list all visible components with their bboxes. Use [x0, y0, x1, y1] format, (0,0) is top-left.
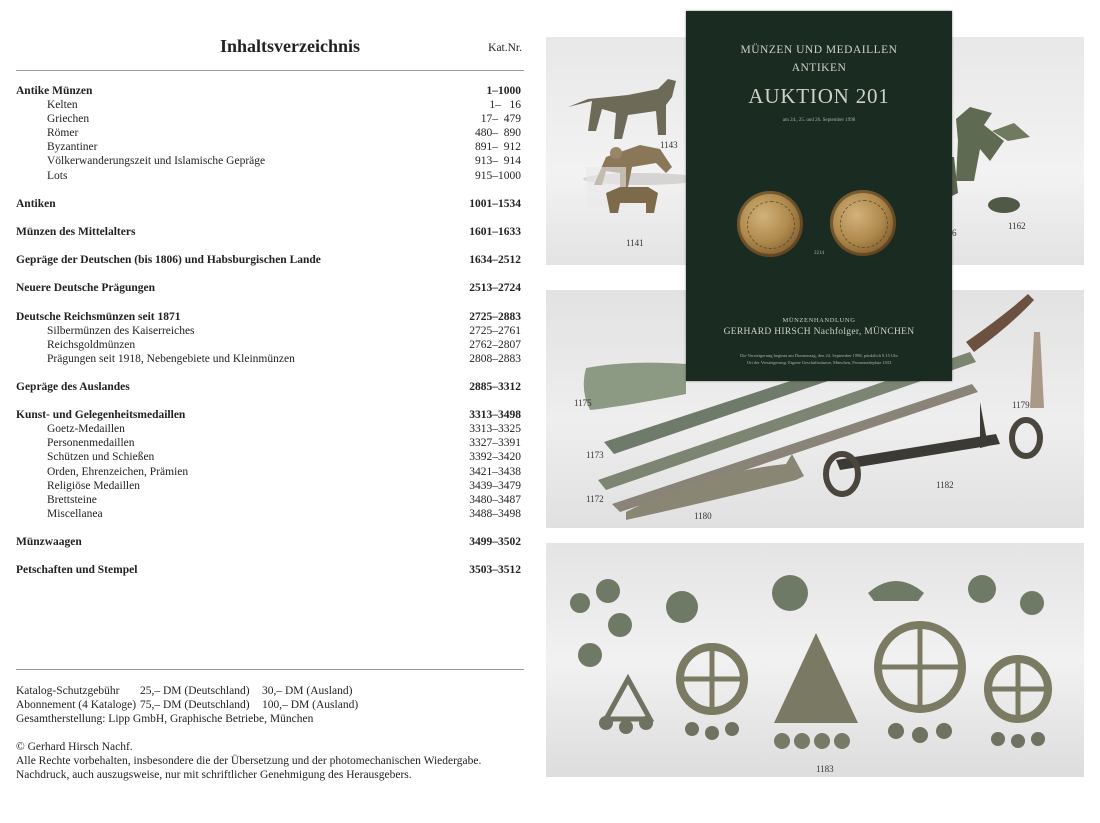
toc-page [0, 0, 540, 823]
toc-subsection [16, 126, 521, 140]
toc-section [16, 253, 521, 267]
lot-number: 1175 [574, 398, 592, 408]
toc-subsection-range: 3392–3420 [469, 451, 521, 464]
photo-pendants [546, 543, 1084, 777]
toc-section [16, 225, 521, 239]
price-block [16, 684, 359, 726]
toc-subsection-range: 891– 912 [475, 141, 521, 154]
lot-number: 1172 [586, 494, 604, 504]
toc-subsection-label: Kelten [47, 99, 78, 112]
toc-subsection-range: 913– 914 [475, 155, 521, 168]
lot-number: 1143 [660, 140, 678, 150]
toc-subsection-label: Religiöse Medaillen [47, 479, 140, 492]
toc-subsection [16, 450, 521, 464]
toc-subsection [16, 507, 521, 521]
toc-subsection-range: 2725–2761 [469, 324, 521, 337]
toc-subsection-range: 480– 890 [475, 127, 521, 140]
toc-section-range: 1001–1534 [469, 197, 521, 210]
toc-section-label: Gepräge der Deutschen (bis 1806) und Habsburgischen Lande [16, 254, 321, 267]
copyright-line: Alle Rechte vorbehalten, insbesondere die der Übersetzung und der photomechanischen Wiedergabe. [16, 755, 482, 768]
toc-section-label: Neuere Deutsche Prägungen [16, 282, 156, 295]
toc-section-range: 3499–3502 [469, 536, 521, 548]
toc-section-range: 3503–3512 [469, 564, 521, 577]
toc-subsection-label: Völkerwanderungszeit und Islamische Gepräge [47, 155, 266, 168]
cover-heading: MÜNZEN UND MEDAILLEN [740, 44, 898, 56]
toc-section-range: 2513–2724 [469, 282, 521, 295]
price-germany: 25,– DM (Deutschland) [140, 685, 250, 697]
toc-subsection-range: 3480–3487 [469, 493, 521, 506]
toc-subsection [16, 338, 521, 352]
toc-subsection-range: 3327–3391 [469, 437, 521, 450]
lot-number: 6 [952, 228, 957, 238]
toc-section [16, 535, 521, 549]
cover-firm-name: GERHARD HIRSCH Nachfolger, MÜNCHEN [723, 327, 915, 337]
toc-subsection [16, 98, 521, 112]
coin-reverse-image [830, 190, 896, 256]
toc-subsection [16, 465, 521, 479]
cover-dates: am 24., 25. und 26. September 1998 [782, 118, 856, 123]
toc-section-range: 2885–3312 [469, 380, 521, 393]
toc-section-label: Antike Münzen [16, 85, 93, 97]
footer-divider [16, 669, 524, 670]
toc-section [16, 310, 521, 324]
toc-section-label: Kunst- und Gelegenheitsmedaillen [16, 409, 186, 422]
toc-subsection-range: 1– 16 [489, 99, 521, 112]
catalog-number-header: Kat.Nr. [488, 42, 522, 54]
price-label: Abonnement (4 Kataloge) [16, 699, 137, 711]
toc-section [16, 408, 521, 422]
toc-section-label: Münzwaagen [16, 536, 82, 548]
toc-subsection-range: 915–1000 [475, 169, 521, 182]
copyright-block [16, 740, 481, 783]
cover-coin-lot: 2214 [814, 251, 824, 256]
toc-subsection [16, 352, 521, 366]
toc-subsection-label: Römer [47, 127, 79, 140]
coin-obverse-image [737, 191, 803, 257]
toc-subsection-label: Miscellanea [47, 507, 103, 520]
lot-number: 1173 [586, 450, 604, 460]
lot-number: 1179 [1012, 400, 1030, 410]
toc-subsection-label: Goetz-Medaillen [47, 423, 125, 436]
toc-subsection-range: 2762–2807 [469, 338, 521, 351]
toc-subsection [16, 422, 521, 436]
toc-subsection [16, 140, 521, 154]
toc-list [16, 84, 521, 577]
pendants-image [546, 543, 1084, 777]
cover-note: Ort der Versteigerung: Eigene Geschäftsräume, München, Promenadeplatz 10/II [746, 360, 892, 365]
printer-credit: Gesamtherstellung: Lipp GmbH, Graphische Betriebe, München [16, 713, 314, 725]
toc-subsection-label: Lots [47, 169, 68, 182]
toc-subsection-range: 3488–3498 [469, 507, 521, 520]
toc-section-range: 1634–2512 [469, 254, 521, 267]
toc-subsection-label: Reichsgoldmünzen [47, 338, 136, 351]
toc-section-label: Münzen des Mittelalters [16, 225, 136, 238]
cover-subheading: ANTIKEN [791, 62, 847, 74]
toc-subsection [16, 324, 521, 338]
price-row [16, 698, 359, 712]
copyright-line: Nachdruck, auch auszugsweise, nur mit schriftlicher Genehmigung des Herausgebers. [16, 769, 412, 782]
cover-auction-title: AUKTION 201 [748, 84, 890, 108]
toc-section-label: Gepräge des Auslandes [16, 380, 130, 393]
toc-subsection-label: Byzantiner [47, 141, 98, 154]
toc-subsection-label: Griechen [47, 113, 90, 126]
toc-header [16, 36, 524, 71]
toc-section-label: Antiken [16, 197, 56, 210]
toc-subsection [16, 493, 521, 507]
price-germany: 75,– DM (Deutschland) [140, 699, 250, 711]
toc-section [16, 197, 521, 211]
toc-subsection-label: Prägungen seit 1918, Nebengebiete und Kleinmünzen [47, 352, 295, 365]
toc-subsection-range: 3439–3479 [469, 479, 521, 492]
price-row [16, 684, 353, 698]
toc-subsection-label: Brettsteine [47, 493, 97, 506]
toc-subsection-label: Schützen und Schießen [47, 451, 155, 464]
toc-subsection [16, 154, 521, 168]
toc-subsection-label: Orden, Ehrenzeichen, Prämien [47, 465, 189, 478]
toc-subsection-label: Silbermünzen des Kaiserreiches [47, 324, 195, 337]
toc-subsection [16, 436, 521, 450]
toc-section-range: 1–1000 [486, 85, 521, 97]
lot-number: 1183 [816, 764, 834, 774]
lot-number: 1162 [1008, 221, 1026, 231]
copyright-line: © Gerhard Hirsch Nachf. [16, 741, 133, 753]
toc-section [16, 281, 521, 295]
toc-section-range: 3313–3498 [469, 409, 521, 422]
toc-subsection-range: 2808–2883 [469, 352, 521, 365]
toc-subsection-label: Personenmedaillen [47, 437, 135, 450]
cover-firm-type: MÜNZENHANDLUNG [782, 317, 856, 324]
lot-number: 1182 [936, 480, 954, 490]
toc-subsection-range: 3421–3438 [469, 465, 521, 478]
toc-section [16, 84, 521, 98]
toc-section-label: Petschaften und Stempel [16, 564, 138, 577]
lot-number: 1141 [626, 238, 644, 248]
toc-section [16, 380, 521, 394]
toc-section-label: Deutsche Reichsmünzen seit 1871 [16, 310, 181, 323]
toc-subsection [16, 169, 521, 183]
toc-subsection-range: 17– 479 [480, 113, 521, 126]
price-abroad: 30,– DM (Ausland) [262, 685, 353, 697]
catalog-cover [686, 11, 952, 381]
price-abroad: 100,– DM (Ausland) [262, 699, 359, 711]
toc-section-range: 2725–2883 [469, 310, 521, 323]
toc-section-range: 1601–1633 [469, 225, 521, 238]
toc-title: Inhaltsverzeichnis [220, 36, 361, 56]
toc-subsection-range: 3313–3325 [469, 423, 521, 436]
toc-section [16, 563, 521, 577]
lot-number: 1180 [694, 511, 712, 521]
cover-note: Die Versteigerung beginnt am Donnerstag, den 24. September 1998, pünktlich 9.15 Uhr [739, 353, 898, 358]
toc-subsection [16, 479, 521, 493]
toc-subsection [16, 112, 521, 126]
price-label: Katalog-Schutzgebühr [16, 685, 120, 697]
